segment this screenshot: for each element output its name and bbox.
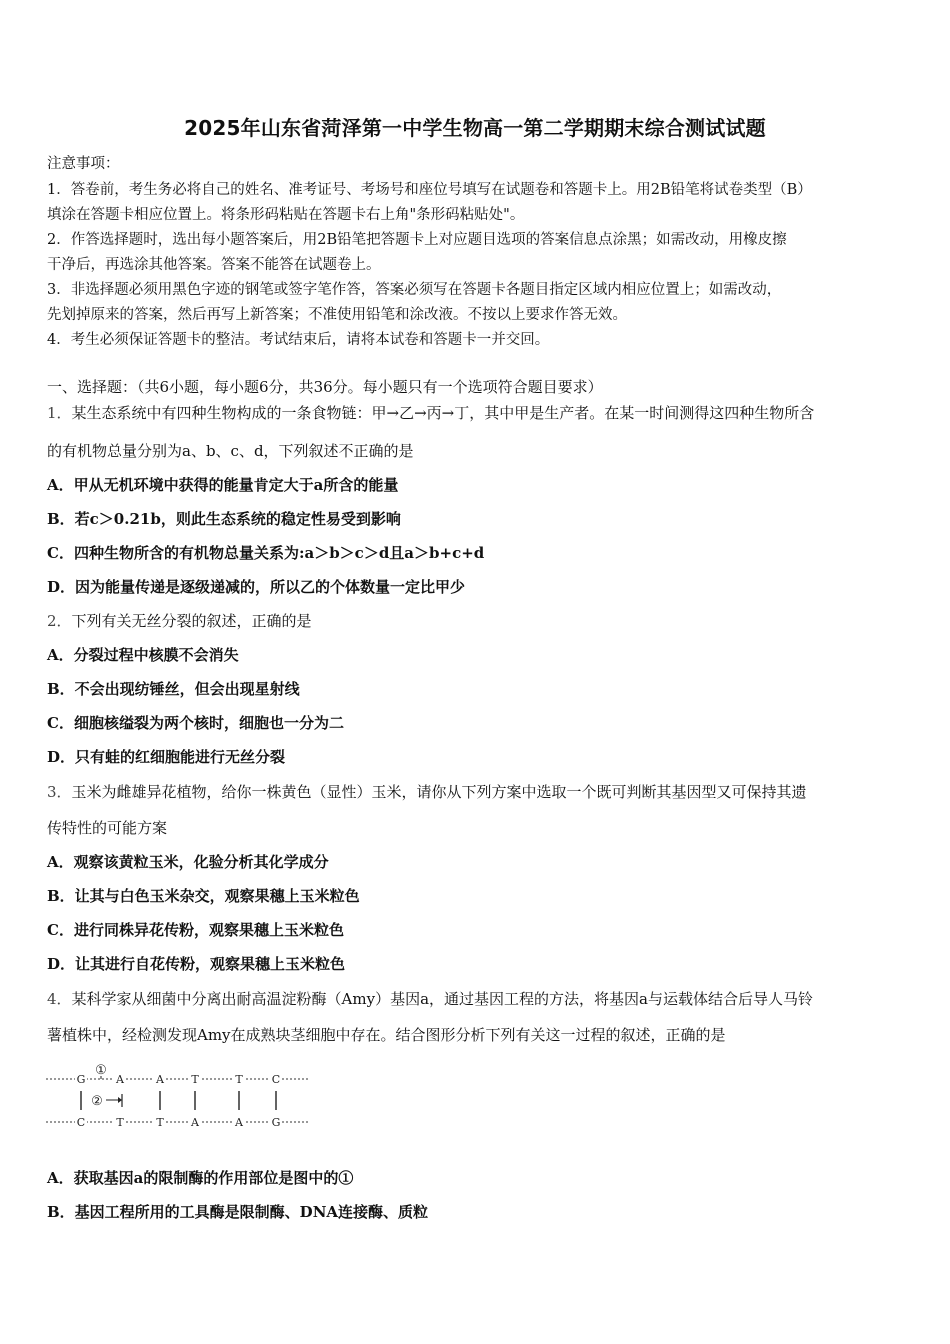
option-d: D．只有蛙的红细胞能进行无丝分裂 <box>47 748 286 766</box>
bottom-base: C <box>76 1116 86 1129</box>
notice-line: 先划掉原来的答案，然后再写上新答案；不准使用铅笔和涂改液。不按以上要求作答无效。 <box>47 307 627 323</box>
option-b: B．不会出现纺锤丝，但会出现星射线 <box>47 680 300 698</box>
question-number: 3． <box>47 783 72 801</box>
bottom-base: A <box>191 1116 199 1129</box>
section-heading: 一、选择题：（共6小题，每小题6分，共36分。每小题只有一个选项符合题目要求） <box>47 378 603 396</box>
notice-heading: 注意事项： <box>47 156 120 172</box>
notice-line: 3．非选择题必须用黑色字迹的钢笔或签字笔作答，答案必须写在答题卡各题目指定区域内相应位置上；如需改动， <box>47 282 782 298</box>
top-base: G <box>76 1073 86 1086</box>
dna-diagram <box>44 1062 314 1132</box>
notice-line: 1．答卷前，考生务必将自己的姓名、准考证号、考场号和座位号填写在试题卷和答题卡上。用2B铅笔将试卷类型（B） <box>47 182 812 198</box>
top-base: T <box>191 1073 199 1086</box>
notice-line: 填涂在答题卡相应位置上。将条形码粘贴在答题卡右上角"条形码粘贴处"。 <box>47 207 525 223</box>
question-4-stem-cont: 薯植株中，经检测发现Amy在成熟块茎细胞中存在。结合图形分析下列有关这一过程的叙述，正确的是 <box>47 1026 726 1044</box>
option-a: A．分裂过程中核膜不会消失 <box>47 646 239 664</box>
option-c: C．细胞核缢裂为两个核时，细胞也一分为二 <box>47 714 344 732</box>
question-3-stem <box>47 781 807 802</box>
question-number: 2． <box>47 612 72 630</box>
question-3-stem-cont: 传特性的可能方案 <box>47 819 168 837</box>
top-base: A <box>156 1073 164 1086</box>
question-4-stem <box>47 988 813 1009</box>
option-b: B．基因工程所用的工具酶是限制酶、DNA连接酶、质粒 <box>47 1203 429 1221</box>
question-number: 1． <box>47 404 72 422</box>
question-text: 下列有关无丝分裂的叙述，正确的是 <box>71 612 312 630</box>
bottom-base: T <box>116 1116 124 1129</box>
bottom-base: G <box>271 1116 281 1129</box>
notice-line: 干净后，再选涂其他答案。答案不能答在试题卷上。 <box>47 257 381 273</box>
question-1-stem-cont: 的有机物总量分别为a、b、c、d，下列叙述不正确的是 <box>47 442 414 460</box>
top-base: C <box>271 1073 281 1086</box>
option-c: C．四种生物所含的有机物总量关系为:a＞b＞c＞d且a＞b+c+d <box>47 544 485 562</box>
question-number: 4． <box>47 990 72 1008</box>
question-text: 某科学家从细菌中分离出耐高温淀粉酶（Amy）基因a，通过基因工程的方法，将基因a与运载体结合后导人马铃 <box>71 990 813 1008</box>
question-text: 玉米为雌雄异花植物，给你一株黄色（显性）玉米，请你从下列方案中选取一个既可判断其基因型又可保持其遗 <box>71 783 807 801</box>
page-title: 2025年山东省菏泽第一中学生物高一第二学期期末综合测试试题 <box>184 116 766 140</box>
notice-line: 2．作答选择题时，选出每小题答案后，用2B铅笔把答题卡上对应题目选项的答案信息点涂黑；如需改动，用橡皮擦 <box>47 232 787 248</box>
option-a: A．观察该黄粒玉米，化验分析其化学成分 <box>47 853 329 871</box>
bottom-base: T <box>156 1116 164 1129</box>
question-2-stem <box>47 610 312 631</box>
notice-line: 4．考生必须保证答题卡的整洁。考试结束后，请将本试卷和答题卡一并交回。 <box>47 332 550 348</box>
option-a: A．获取基因a的限制酶的作用部位是图中的① <box>47 1169 354 1187</box>
label-1: ① <box>95 1063 107 1078</box>
option-c: C．进行同株异花传粉，观察果穗上玉米粒色 <box>47 921 344 939</box>
label-2: ② <box>91 1094 103 1109</box>
option-d: D．因为能量传递是逐级递减的，所以乙的个体数量一定比甲少 <box>47 578 466 596</box>
bottom-base: A <box>235 1116 243 1129</box>
top-base: A <box>116 1073 124 1086</box>
question-1-stem <box>47 402 814 423</box>
option-b: B．让其与白色玉米杂交，观察果穗上玉米粒色 <box>47 887 360 905</box>
option-b: B．若c＞0.21b，则此生态系统的稳定性易受到影响 <box>47 510 401 528</box>
top-base: T <box>235 1073 243 1086</box>
option-d: D．让其进行自花传粉，观察果穗上玉米粒色 <box>47 955 346 973</box>
question-text: 某生态系统中有四种生物构成的一条食物链：甲→乙→丙→丁，其中甲是生产者。在某一时间测得这四种生物所含 <box>71 404 815 422</box>
option-a: A．甲从无机环境中获得的能量肯定大于a所含的能量 <box>47 476 399 494</box>
